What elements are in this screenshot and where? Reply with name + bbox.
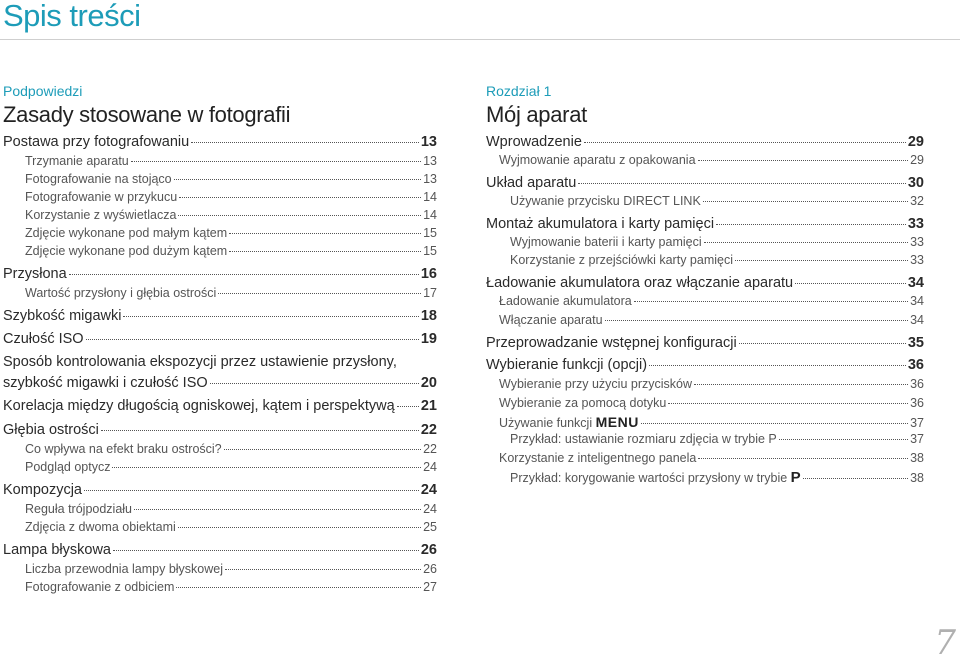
toc-page-number: 25 [423,520,437,534]
toc-entry-text: Trzymanie aparatu [25,154,129,168]
toc-entry[interactable] [486,357,924,377]
menu-icon: MENU [595,414,639,430]
toc-page-number: 37 [910,416,924,430]
dot-leader [739,343,906,344]
toc-page-number: 15 [423,226,437,240]
dot-leader [123,316,418,317]
dot-leader [86,339,419,340]
dot-leader [229,251,421,252]
toc-entry[interactable] [25,502,437,520]
toc-page-number: 13 [423,154,437,168]
toc-entry[interactable] [25,172,437,190]
toc-entry-text: Czułość ISO [3,331,84,347]
dot-leader [176,587,421,588]
toc-entry[interactable] [486,175,924,194]
toc-page-number: 33 [907,216,924,232]
toc-page-number: 36 [910,377,924,391]
toc-entry-text: Wybieranie przy użyciu przycisków [499,377,692,391]
toc-page-number: 13 [423,172,437,186]
toc-entry-text: Przykład: korygowanie wartości przysłony w trybie [510,471,788,485]
toc-entry[interactable] [25,580,437,598]
toc-page-number: 18 [420,308,437,324]
toc-page-number: 19 [420,331,437,347]
toc-entry-text: Fotografowanie z odbiciem [25,580,175,594]
dot-leader [178,215,421,216]
p-mode-icon: P [790,469,801,486]
toc-entry[interactable] [25,208,437,226]
toc-page-number: 32 [910,194,924,208]
toc-entry[interactable] [486,335,924,357]
toc-entry[interactable] [25,442,437,460]
toc-entry-text: Zdjęcie wykonane pod dużym kątem [25,244,228,258]
toc-entry[interactable] [25,520,437,542]
dot-leader [218,293,421,294]
toc-entry-text: Montaż akumulatora i karty pamięci [486,216,715,232]
toc-entry-text: Liczba przewodnia lampy błyskowej [25,562,224,576]
dot-leader [224,449,421,450]
dot-leader [113,550,419,551]
toc-entry[interactable] [510,469,924,487]
toc-entry-text: Wybieranie funkcji (opcji) [486,357,648,373]
dot-leader [178,527,421,528]
toc-entry[interactable] [3,422,437,442]
toc-page-number: 34 [910,294,924,308]
dot-leader [397,406,419,407]
toc-page-number: 38 [910,471,924,485]
toc-page-number: 29 [910,153,924,167]
dot-leader [795,283,906,284]
toc-page-number: 33 [910,253,924,267]
toc-page-number: 22 [420,422,437,438]
toc-column-left [3,82,437,598]
dot-leader [131,161,421,162]
dot-leader [668,403,908,404]
toc-entry-text: Wybieranie za pomocą dotyku [499,396,667,410]
dot-leader [225,569,421,570]
toc-page-number: 34 [907,275,924,291]
toc-entry-text: Lampa błyskowa [3,542,111,558]
toc-entry-text: Fotografowanie w przykucu [25,190,178,204]
toc-entry[interactable] [3,331,437,354]
toc-page-number: 14 [423,190,437,204]
dot-leader [134,509,421,510]
dot-leader [703,201,908,202]
toc-entry[interactable] [25,286,437,308]
toc-entry-multiline[interactable] [3,354,437,398]
dot-leader [698,458,908,459]
toc-entry-text: Sposób kontrolowania ekspozycji przez ustawienie przysłony, [3,354,397,370]
toc-entry-text: Układ aparatu [486,175,577,191]
toc-entry[interactable] [486,134,924,153]
toc-page-number: 16 [420,266,437,282]
toc-entry[interactable] [25,154,437,172]
toc-entry-text: Zdjęcie wykonane pod małym kątem [25,226,228,240]
toc-entry[interactable] [3,398,437,422]
dot-leader [641,423,908,424]
toc-column-right [486,82,924,487]
toc-entry[interactable] [499,414,924,432]
toc-entry-text: Podgląd optycz [25,460,111,474]
toc-entry-text: Fotografowanie na stojąco [25,172,172,186]
toc-entry[interactable] [499,153,924,175]
toc-page-number: 27 [423,580,437,594]
toc-entry-text: Kompozycja [3,482,82,498]
toc-page-number: 26 [423,562,437,576]
toc-entry-text: Ładowanie akumulatora oraz włączanie aparatu [486,275,794,291]
dot-leader [803,478,908,479]
toc-entry[interactable] [3,134,437,154]
dot-leader [634,301,908,302]
toc-entry[interactable] [3,266,437,286]
toc-page-number: 24 [423,460,437,474]
dot-leader [694,384,908,385]
toc-entry[interactable] [499,396,924,414]
toc-page-number: 33 [910,235,924,249]
dot-leader [605,320,909,321]
toc-entry-text: Reguła trójpodziału [25,502,133,516]
toc-page-number: 35 [907,335,924,351]
toc-page-number: 29 [907,134,924,150]
toc-entry[interactable] [3,482,437,502]
toc-entry[interactable] [486,275,924,294]
dot-leader [229,233,421,234]
toc-entry[interactable] [510,253,924,275]
toc-entry[interactable] [510,194,924,216]
dot-leader [779,439,908,440]
toc-entry-text: Przykład: ustawianie rozmiaru zdjęcia w trybie P [510,432,777,446]
dot-leader [84,490,419,491]
dot-leader [716,224,906,225]
toc-entry[interactable] [499,451,924,469]
section-label: Rozdział 1 [486,83,552,99]
toc-page-number: 15 [423,244,437,258]
toc-entry-text: Przeprowadzanie wstępnej konfiguracji [486,335,737,351]
dot-leader [735,260,908,261]
toc-page-number: 13 [420,134,437,150]
dot-leader [649,365,906,366]
section-heading: Zasady stosowane w fotografii [3,102,291,127]
toc-entry-text: Wyjmowanie aparatu z opakowania [499,153,696,167]
page-title: Spis treści [3,0,141,33]
dot-leader [210,383,419,384]
dot-leader [112,467,421,468]
toc-entry-text: Zdjęcia z dwoma obiektami [25,520,176,534]
toc-page-number: 24 [420,482,437,498]
toc-entry[interactable] [499,294,924,313]
toc-entry-text: Korelacja między długością ogniskowej, kątem i perspektywą [3,398,395,414]
toc-entry-text: Szybkość migawki [3,308,122,324]
toc-entry[interactable] [3,308,437,331]
toc-entry[interactable] [25,190,437,208]
toc-page-number: 38 [910,451,924,465]
toc-entry-text: Włączanie aparatu [499,313,603,327]
toc-entry-text: Przysłona [3,266,67,282]
toc-entry-text: Używanie funkcji [499,416,593,430]
toc-entry-text: Korzystanie z wyświetlacza [25,208,177,222]
toc-entry[interactable] [25,226,437,244]
toc-page-number: 20 [420,375,437,391]
toc-entry-text: Korzystanie z inteligentnego panela [499,451,697,465]
toc-page-number: 37 [910,432,924,446]
dot-leader [698,160,909,161]
dot-leader [191,142,419,143]
toc-page-number: 14 [423,208,437,222]
toc-entry-text: Używanie przycisku DIRECT LINK [510,194,701,208]
toc-entry-continuation [3,375,437,391]
toc-entry-text: Korzystanie z przejściówki karty pamięci [510,253,733,267]
toc-entry[interactable] [25,244,437,266]
toc-page-number: 21 [420,398,437,414]
toc-entry[interactable] [510,432,924,451]
toc-entry-text: Głębia ostrości [3,422,99,438]
dot-leader [704,242,908,243]
toc-entry[interactable] [3,542,437,562]
toc-page-number: 36 [907,357,924,373]
toc-page-number: 17 [423,286,437,300]
dot-leader [584,142,906,143]
toc-page-number: 26 [420,542,437,558]
toc-entry[interactable] [499,377,924,396]
toc-entry-text: Wyjmowanie baterii i karty pamięci [510,235,702,249]
toc-page-number: 24 [423,502,437,516]
toc-entry-text: Wartość przysłony i głębia ostrości [25,286,217,300]
dot-leader [101,430,419,431]
toc-entry[interactable] [510,235,924,253]
dot-leader [174,179,421,180]
toc-entry-text: Postawa przy fotografowaniu [3,134,190,150]
section-heading: Mój aparat [486,102,587,127]
toc-entry[interactable] [25,460,437,482]
toc-page-number: 22 [423,442,437,456]
page-number: 7 [934,623,956,663]
toc-page-number: 34 [910,313,924,327]
toc-entry[interactable] [499,313,924,335]
toc-entry-text: Co wpływa na efekt braku ostrości? [25,442,222,456]
dot-leader [578,183,906,184]
toc-entry-text: szybkość migawki i czułość ISO [3,375,208,391]
section-label: Podpowiedzi [3,83,83,99]
toc-page-number: 36 [910,396,924,410]
toc-page-number: 30 [907,175,924,191]
toc-entry[interactable] [486,216,924,235]
dot-leader [179,197,421,198]
toc-entry-text: Ładowanie akumulatora [499,294,632,308]
dot-leader [69,274,419,275]
toc-entry[interactable] [25,562,437,580]
toc-entry-text: Wprowadzenie [486,134,582,150]
title-divider [0,39,960,40]
